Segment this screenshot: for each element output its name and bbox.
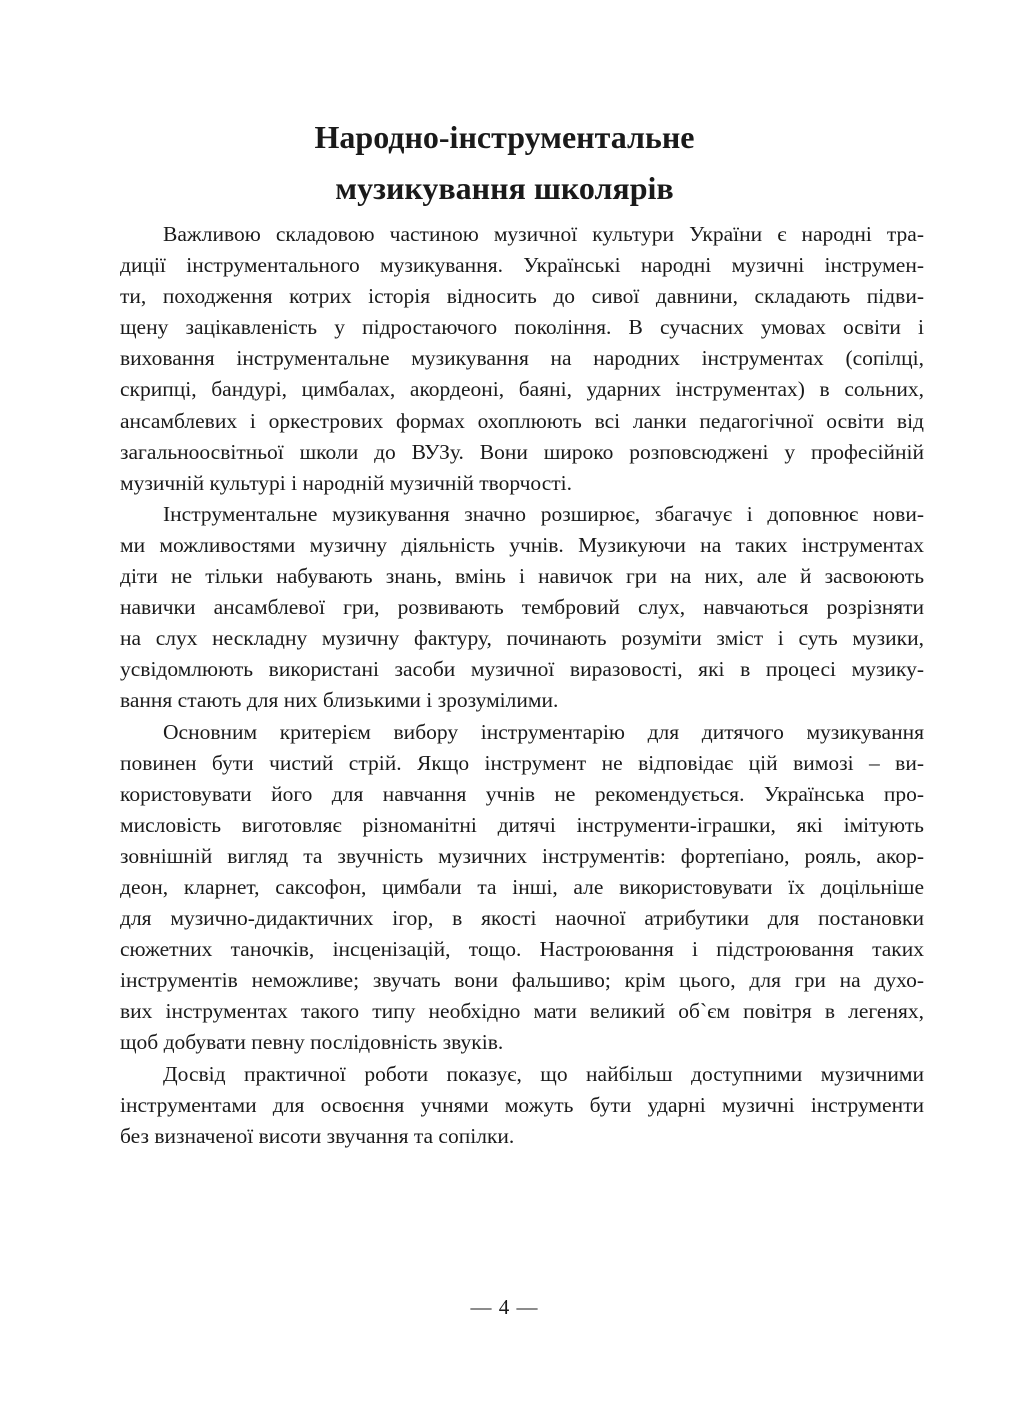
text-line: щену зацікавленість у підростаючого покоління. В сучасних умовах освіти і	[120, 315, 924, 340]
paragraph	[120, 1059, 924, 1152]
text-line: диції інструментального музикування. Українські народні музичні інструмен-	[120, 253, 924, 278]
text-line: навички ансамблевої гри, розвивають тембровий слух, навчаються розрізняти	[120, 595, 924, 620]
text-line: мисловість виготовляє різноманітні дитячі інструменти-іграшки, які імітують	[120, 812, 924, 837]
text-line: діти не тільки набувають знань, вмінь і навичок гри на них, але й засвоюють	[120, 564, 924, 589]
text-line: вання стають для них близькими і зрозумілими.	[120, 688, 559, 713]
text-line: Досвід практичної роботи показує, що найбільш доступними музичними	[163, 1061, 924, 1086]
text-line: інструментами для освоєння учнями можуть бути ударні музичні інструменти	[120, 1092, 924, 1117]
body-text	[120, 219, 924, 1152]
paragraph	[120, 717, 924, 1059]
text-line: загальноосвітньої школи до ВУЗу. Вони широко розповсюджені у професійній	[120, 439, 924, 464]
text-line: усвідомлюють використані засоби музичної виразовості, які в процесі музику-	[120, 657, 924, 682]
text-line: Важливою складовою частиною музичної культури України є народні тра-	[163, 222, 924, 246]
title-line-1: Народно-інструментальне	[314, 119, 695, 155]
text-line: щоб добувати певну послідовність звуків.	[120, 1030, 504, 1055]
text-line: ансамблевих і оркестрових формах охоплюють всі ланки педагогічної освіти від	[120, 408, 924, 433]
title-line-2: музикування школярів	[335, 170, 674, 206]
paragraph	[120, 219, 924, 499]
text-line: користовувати його для навчання учнів не рекомендується. Українська про-	[120, 781, 924, 806]
text-line: виховання інструментальне музикування на народних інструментах (сопілці,	[120, 346, 924, 371]
text-line: ти, походження котрих історія відносить до сивої давнини, складають підви-	[120, 284, 924, 309]
text-line: на слух нескладну музичну фактуру, починають розуміти зміст і суть музики,	[120, 626, 924, 651]
page-title	[0, 112, 1009, 214]
text-line: зовнішній вигляд та звучність музичних інструментів: фортепіано, рояль, акор-	[120, 843, 924, 868]
text-line: сюжетних таночків, інсценізацій, тощо. Настроювання і підстроювання таких	[120, 937, 924, 962]
text-line: ми можливостями музичну діяльність учнів. Музикуючи на таких інструментах	[120, 532, 924, 557]
text-line: деон, кларнет, саксофон, цимбали та інші, але використовувати їх доцільніше	[120, 874, 924, 899]
text-line: Основним критерієм вибору інструментарію для дитячого музикування	[163, 719, 924, 744]
text-line: музичній культурі і народній музичній творчості.	[120, 470, 573, 495]
text-line: вих інструментах такого типу необхідно мати великий об`єм повітря в легенях,	[120, 999, 924, 1024]
paragraph	[120, 499, 924, 717]
text-line: для музично-дидактичних ігор, в якості наочної атрибутики для постановки	[120, 906, 924, 931]
page-number: — 4 —	[470, 1295, 539, 1319]
text-line: без визначеної висоти звучання та сопілки.	[120, 1123, 515, 1148]
text-line: Інструментальне музикування значно розширює, збагачує і доповнює нови-	[163, 501, 924, 526]
text-line: інструментів неможливе; звучать вони фальшиво; крім цього, для гри на духо-	[120, 968, 924, 993]
text-line: скрипці, бандурі, цимбалах, акордеоні, баяні, ударних інструментах) в сольних,	[120, 377, 924, 402]
text-line: повинен бути чистий стрій. Якщо інструмент не відповідає цій вимозі – ви-	[120, 750, 924, 775]
